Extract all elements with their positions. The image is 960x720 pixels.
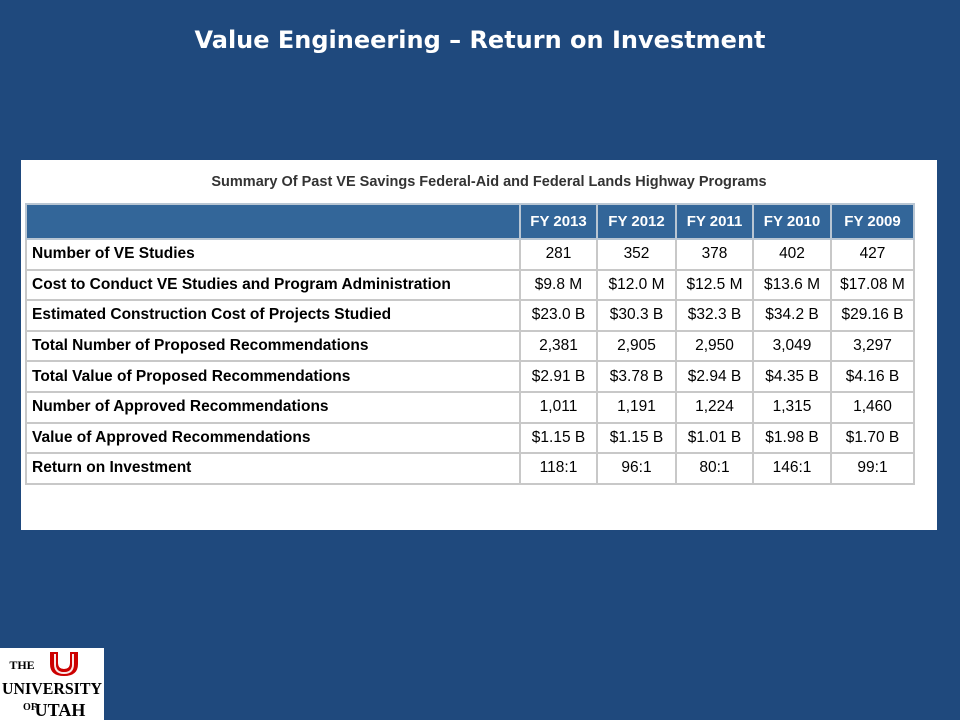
column-header: FY 2009: [831, 204, 914, 239]
row-label: Cost to Conduct VE Studies and Program Administration: [26, 270, 520, 301]
table-cell: 3,049: [753, 331, 831, 362]
row-label: Number of VE Studies: [26, 239, 520, 270]
table-row: [26, 331, 914, 362]
table-cell: 427: [831, 239, 914, 270]
table-cell: $13.6 M: [753, 270, 831, 301]
table-row: [26, 239, 914, 270]
logo-text-utah: UTAH: [34, 700, 86, 720]
table-cell: 281: [520, 239, 597, 270]
table-cell: $17.08 M: [831, 270, 914, 301]
table-cell: 3,297: [831, 331, 914, 362]
table-row: [26, 423, 914, 454]
table-caption: Summary Of Past VE Savings Federal-Aid and Federal Lands Highway Programs: [211, 174, 767, 190]
logo-text-the: THE: [9, 658, 35, 672]
table-panel: [21, 160, 937, 530]
table-cell: $1.15 B: [597, 423, 676, 454]
slide-title: Value Engineering – Return on Investment: [194, 26, 766, 54]
table-cell: 80:1: [676, 453, 753, 484]
table-cell: 2,905: [597, 331, 676, 362]
table-cell: 2,381: [520, 331, 597, 362]
logo-text-of: OF: [23, 702, 37, 713]
table-cell: 402: [753, 239, 831, 270]
table-row: [26, 453, 914, 484]
table-cell: 1,224: [676, 392, 753, 423]
table-cell: $3.78 B: [597, 361, 676, 392]
table-cell: 352: [597, 239, 676, 270]
logo-text-university: UNIVERSITY: [2, 679, 102, 698]
table-cell: 1,460: [831, 392, 914, 423]
table-cell: $4.16 B: [831, 361, 914, 392]
university-of-utah-logo: [0, 648, 104, 720]
row-label: Total Number of Proposed Recommendations: [26, 331, 520, 362]
table-cell: $4.35 B: [753, 361, 831, 392]
row-label: Number of Approved Recommendations: [26, 392, 520, 423]
column-header: FY 2011: [676, 204, 753, 239]
table-cell: $30.3 B: [597, 300, 676, 331]
table-cell: $12.0 M: [597, 270, 676, 301]
table-row: [26, 361, 914, 392]
table-cell: $1.98 B: [753, 423, 831, 454]
table-cell: $2.94 B: [676, 361, 753, 392]
table-cell: 118:1: [520, 453, 597, 484]
table-cell: 378: [676, 239, 753, 270]
header-corner-cell: [26, 204, 520, 239]
table-row: [26, 270, 914, 301]
table-cell: 2,950: [676, 331, 753, 362]
table-cell: 1,191: [597, 392, 676, 423]
table-cell: 96:1: [597, 453, 676, 484]
table-cell: 99:1: [831, 453, 914, 484]
table-cell: $34.2 B: [753, 300, 831, 331]
table-row: [26, 300, 914, 331]
table-cell: $23.0 B: [520, 300, 597, 331]
column-header: FY 2010: [753, 204, 831, 239]
row-label: Total Value of Proposed Recommendations: [26, 361, 520, 392]
column-header: FY 2012: [597, 204, 676, 239]
table-cell: 1,315: [753, 392, 831, 423]
row-label: Return on Investment: [26, 453, 520, 484]
row-label: Value of Approved Recommendations: [26, 423, 520, 454]
table-cell: $1.70 B: [831, 423, 914, 454]
block-u-icon: [50, 652, 78, 676]
table-cell: $1.15 B: [520, 423, 597, 454]
ve-savings-table: [25, 203, 915, 485]
table-cell: $29.16 B: [831, 300, 914, 331]
university-of-utah-logo-graphic: [0, 648, 104, 720]
table-row: [26, 392, 914, 423]
column-header: FY 2013: [520, 204, 597, 239]
table-cell: 1,011: [520, 392, 597, 423]
table-cell: $9.8 M: [520, 270, 597, 301]
table-cell: $1.01 B: [676, 423, 753, 454]
table-cell: 146:1: [753, 453, 831, 484]
table-cell: $12.5 M: [676, 270, 753, 301]
row-label: Estimated Construction Cost of Projects Studied: [26, 300, 520, 331]
table-header-row: [26, 204, 914, 239]
table-cell: $32.3 B: [676, 300, 753, 331]
table-cell: $2.91 B: [520, 361, 597, 392]
